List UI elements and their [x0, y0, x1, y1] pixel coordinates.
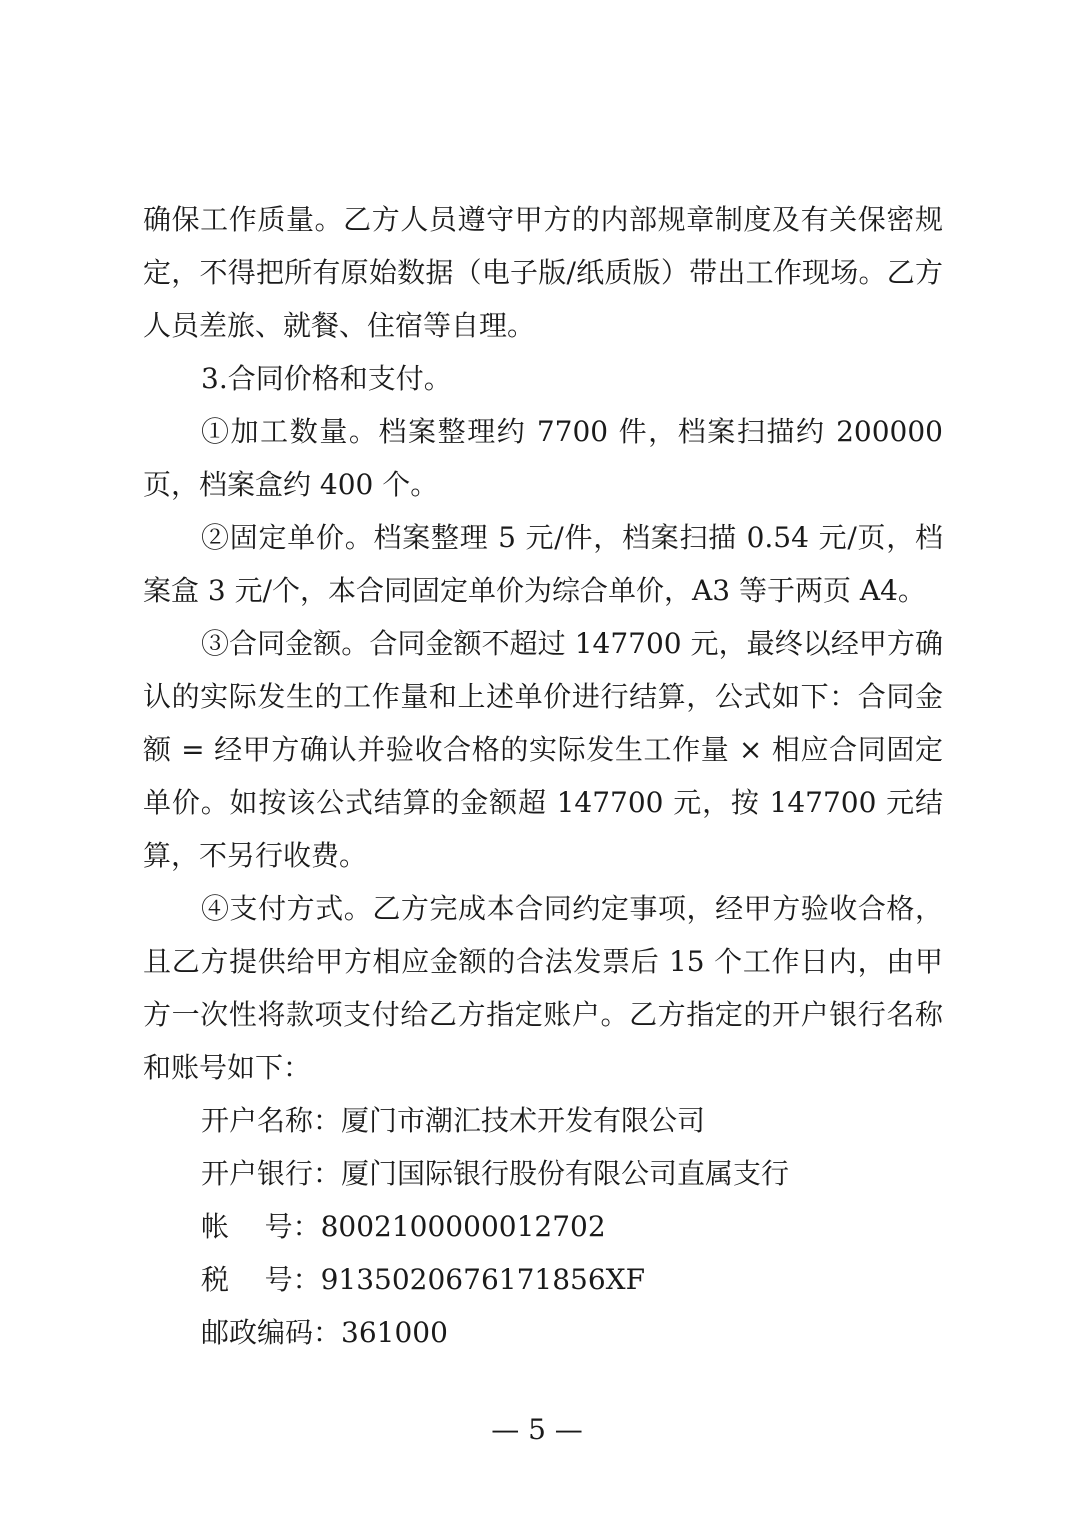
page-number: — 5 —: [491, 1413, 583, 1446]
bank-info-block: [143, 1094, 943, 1359]
paragraph-contract-amount: ③合同金额。合同金额不超过 147700 元，最终以经甲方确认的实际发生的工作量和上述单价进行结算，公式如下：合同金额 = 经甲方确认并验收合格的实际发生工作量 × 相应合同固定单价。如按该公式结算的金额超 147700 元，按 147700 元结算，不另行收费。: [143, 627, 943, 872]
bank-field-bank: [143, 1147, 943, 1200]
contract-body: [143, 193, 943, 1359]
field-value: 厦门国际银行股份有限公司直属支行: [341, 1157, 790, 1190]
field-value: 厦门市潮汇技术开发有限公司: [341, 1104, 706, 1137]
field-value: 8002100000012702: [320, 1210, 606, 1243]
paragraph-price-heading: 3.合同价格和支付。: [201, 362, 452, 395]
field-value: 361000: [341, 1316, 448, 1349]
paragraph-work-quality: 确保工作质量。乙方人员遵守甲方的内部规章制度及有关保密规定，不得把所有原始数据（电子版/纸质版）带出工作现场。乙方人员差旅、就餐、住宿等自理。: [143, 203, 943, 342]
field-label: 开户名称：: [201, 1104, 342, 1137]
field-label: 税 号：: [201, 1263, 321, 1296]
paragraph-unit-price: ②固定单价。档案整理 5 元/件，档案扫描 0.54 元/页，档案盒 3 元/个，本合同固定单价为综合单价，A3 等于两页 A4。: [143, 521, 943, 607]
bank-field-tax-number: [143, 1253, 943, 1306]
field-label: 邮政编码：: [201, 1316, 342, 1349]
field-label: 开户银行：: [201, 1157, 342, 1190]
paragraph-payment-method: ④支付方式。乙方完成本合同约定事项，经甲方验收合格，且乙方提供给甲方相应金额的合法发票后 15 个工作日内，由甲方一次性将款项支付给乙方指定账户。乙方指定的开户银行名称和账号如下：: [143, 892, 943, 1084]
bank-field-account-number: [143, 1200, 943, 1253]
bank-field-postal-code: [143, 1306, 943, 1359]
field-value: 9135020676171856XF: [320, 1263, 646, 1296]
bank-field-account-name: [143, 1094, 943, 1147]
field-label: 帐 号：: [201, 1210, 321, 1243]
paragraph-quantity: ①加工数量。档案整理约 7700 件，档案扫描约 200000 页，档案盒约 400 个。: [143, 415, 943, 501]
